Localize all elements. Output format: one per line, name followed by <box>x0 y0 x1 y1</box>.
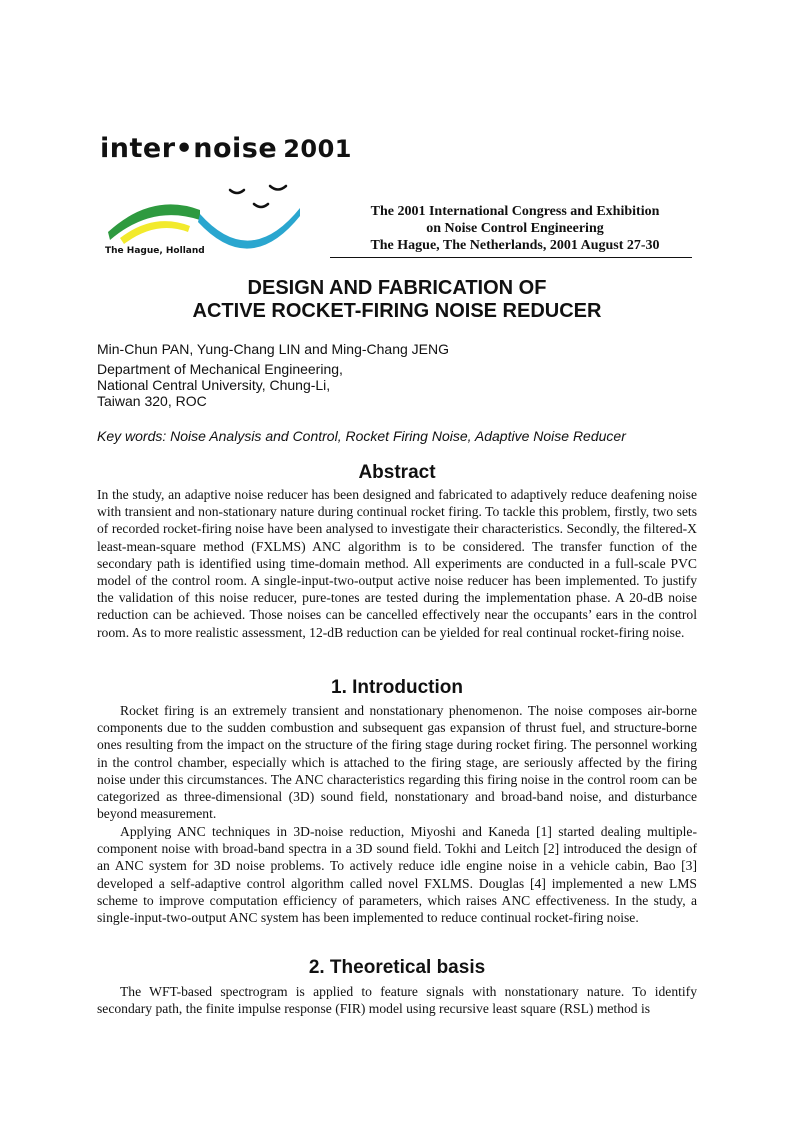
keywords: Key words: Noise Analysis and Control, Rocket Firing Noise, Adaptive Noise Reducer <box>97 428 626 444</box>
introduction-paragraph-1: Rocket firing is an extremely transient and nonstationary phenomenon. The noise composes air-borne components due to the sudden combustion and subsequent gas expansion of thrust fuel, and structure-borne ones resulting from the impact on the structure of the firing stage during rocket firing. The personnel working in the control chamber, especially which is attached to the firing stage, are seriously affected by the firing noise under this circumstances. The ANC characteristics regarding this firing noise in the control room can be categorized as three-dimensional (3D) sound field, nonstationary and broad-band noise, and disturbance beyond measurement. <box>97 703 697 822</box>
conference-info <box>340 203 690 254</box>
conference-line-2: on Noise Control Engineering <box>426 221 604 236</box>
logo-blue-wave <box>198 208 300 249</box>
logo-wordmark <box>100 134 352 164</box>
conference-line-3: The Hague, The Netherlands, 2001 August 27-30 <box>370 238 660 253</box>
affiliation <box>97 361 343 409</box>
affiliation-line-3: Taiwan 320, ROC <box>97 393 207 409</box>
title-line-2: ACTIVE ROCKET-FIRING NOISE REDUCER <box>192 300 602 322</box>
paper-title <box>97 277 697 323</box>
logo-wordmark-text: inter•noise <box>100 133 278 164</box>
conference-line-1: The 2001 International Congress and Exhibition <box>370 204 660 219</box>
theoretical-basis-heading: 2. Theoretical basis <box>308 957 486 978</box>
abstract-heading: Abstract <box>358 462 436 483</box>
conference-logo <box>100 133 352 262</box>
abstract-text: In the study, an adaptive noise reducer has been designed and fabricated to adaptively reduce deafening noise with transient and non-stationary nature during continual rocket firing. To tackle this problem, firstly, two sets of recorded rocket-firing noise have been analysed to investigate their characteristics. Secondly, the filtered-X least-mean-square method (FXLMS) ANC algorithm is to be considered. The transfer function of the secondary path is identified using time-domain method. All experiments are conducted in a full-scale PVC model of the control room. A single-input-two-output active noise reducer has been implemented. To justify the validation of this noise reducer, pure-tones are tested during the implementation phase. A 20-dB noise reduction can be achieved. Those noises can be cancelled effectively near the occupants’ ears in the control room. As to more realistic assessment, 12-dB reduction can be yielded for real continual rocket-firing noise. <box>97 487 697 640</box>
introduction-heading: 1. Introduction <box>331 677 463 698</box>
title-line-1: DESIGN AND FABRICATION OF <box>247 277 547 299</box>
introduction-paragraph-2: Applying ANC techniques in 3D-noise reduction, Miyoshi and Kaneda [1] started dealing multiple-component noise with broad-band spectra in a 3D sound field. Tokhi and Leitch [2] introduced the design of an ANC system for 3D noise problems. To actively reduce idle engine noise in a vehicle cabin, Bao [3] developed a self-adaptive control algorithm called novel FXLMS. Douglas [4] implemented a new LMS scheme to improve computation efficiency of parameters, which raises ANC effectiveness. In the study, a single-input-two-output ANC system has been implemented to reduce continual rocket-firing noise. <box>97 824 697 926</box>
header-rule <box>330 257 692 258</box>
affiliation-line-1: Department of Mechanical Engineering, <box>97 361 343 377</box>
theoretical-basis-paragraph-1: The WFT-based spectrogram is applied to feature signals with nonstationary nature. To identify secondary path, the finite impulse response (FIR) model using recursive least square (RSL) method is <box>97 984 697 1017</box>
logo-year: 2001 <box>283 135 352 163</box>
authors: Min-Chun PAN, Yung-Chang LIN and Ming-Chang JENG <box>97 341 449 357</box>
logo-place: The Hague, Holland <box>105 246 205 256</box>
logo-smile-2 <box>270 186 286 190</box>
affiliation-line-2: National Central University, Chung-Li, <box>97 377 331 393</box>
logo-smile-3 <box>254 204 268 207</box>
logo-smile-1 <box>230 190 244 193</box>
